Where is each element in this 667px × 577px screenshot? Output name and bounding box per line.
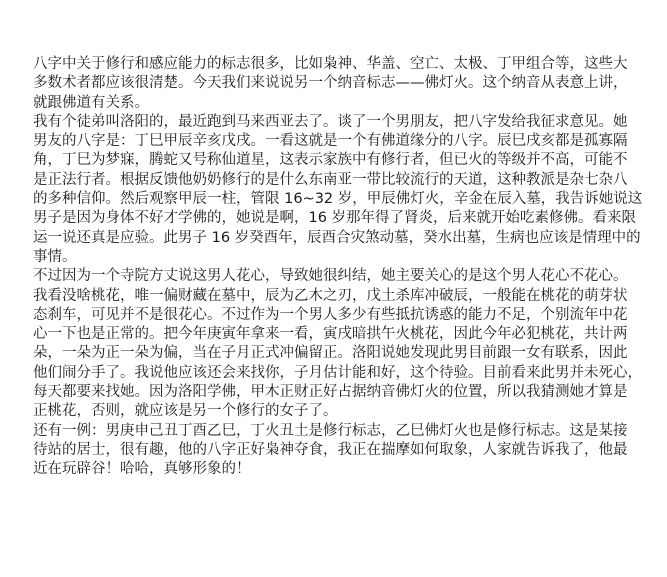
text-line: 八字中关于修行和感应能力的标志很多，比如枭神、华盖、空亡、太极、丁甲组合等，这些大: [33, 56, 628, 72]
text-line: 他们闹分手了。我说他应该还会来找你，子月估计能和好，这个待验。目前看来此男并未死心，: [33, 364, 642, 381]
text-line: 我有个徒弟叫洛阳的，最近跑到马来西亚去了。谈了一个男朋友，把八字发给我征求意见。她: [33, 113, 628, 130]
paragraph-second-case: [33, 422, 645, 480]
text-line: 正桃花，否则，就应该是另一个修行的女子了。: [33, 403, 338, 420]
paragraph-first-case: [33, 113, 645, 267]
text-line: 是正法行者。根据反馈他奶奶修行的是什么东南亚一带比较流行的天道，这种教派是杂七杂八: [33, 171, 628, 188]
paragraph-peach-blossom: [33, 267, 645, 421]
text-line: 态刹车，可见并不是很花心。不过作为一个男人多少有些抵抗诱惑的能力不足，个别流年中花: [33, 306, 628, 323]
text-line: 男友的八字是：丁巳甲辰辛亥戊戌。一看这就是一个有佛道缘分的八字。辰巳戌亥都是孤寡隔: [33, 133, 628, 150]
text-line: 角，丁巳为梦寐，腾蛇又号称仙道星，这表示家族中有修行者，但已火的等级并不高，可能不: [33, 152, 628, 169]
text-line: 男子是因为身体不好才学佛的，她说是啊，16 岁那年得了肾炎，后来就开始吃素修佛。看来限: [33, 210, 637, 227]
text-line: 待站的居士，很有趣，他的八字正好枭神夺食，我正在揣摩如何取象，人家就告诉我了，他最: [33, 441, 628, 458]
text-line: 心一下也是正常的。把今年庚寅年拿来一看，寅戌暗拱午火桃花，因此今年必犯桃花，共计两: [33, 326, 628, 343]
text-line: 就跟佛道有关系。: [33, 94, 149, 111]
text-line: 近在玩辟谷！哈哈，真够形象的！: [33, 461, 251, 478]
document-body: [33, 55, 645, 480]
text-line: 运一说还真是应验。此男子 16 岁癸酉年，辰酉合灾煞动墓，癸水出墓，生病也应该是情理中的: [33, 229, 641, 246]
text-line: 事情。: [33, 248, 77, 265]
text-line: 还有一例：男庚申己丑丁酉乙巳，丁火丑土是修行标志，乙巳佛灯火也是修行标志。这是某接: [33, 422, 628, 439]
paragraph-intro: [33, 55, 645, 113]
text-line: 多数术者都应该很清楚。今天我们来说说另一个纳音标志——佛灯火。这个纳音从表意上讲，: [33, 75, 628, 92]
text-line: 朵，一朵为正一朵为偏，当在子月正式冲偏留正。洛阳说她发现此男目前跟一女有联系，因此: [33, 345, 628, 362]
text-line: 的多种信仰。然后观察甲辰一柱，管限 16~32 岁，甲辰佛灯火，辛金在辰入墓，我告诉她说这: [33, 191, 643, 208]
text-line: 每天都要来找她。因为洛阳学佛，甲木正财正好占据纳音佛灯火的位置，所以我猜测她才算是: [33, 384, 628, 401]
text-line: 我看没啥桃花，唯一偏财藏在墓中，辰为乙木之刃，戊土杀库冲破辰，一般能在桃花的萌芽状: [33, 287, 628, 304]
text-line: 不过因为一个寺院方丈说这男人花心，导致她很纠结，她主要关心的是这个男人花心不花心。: [33, 268, 628, 285]
